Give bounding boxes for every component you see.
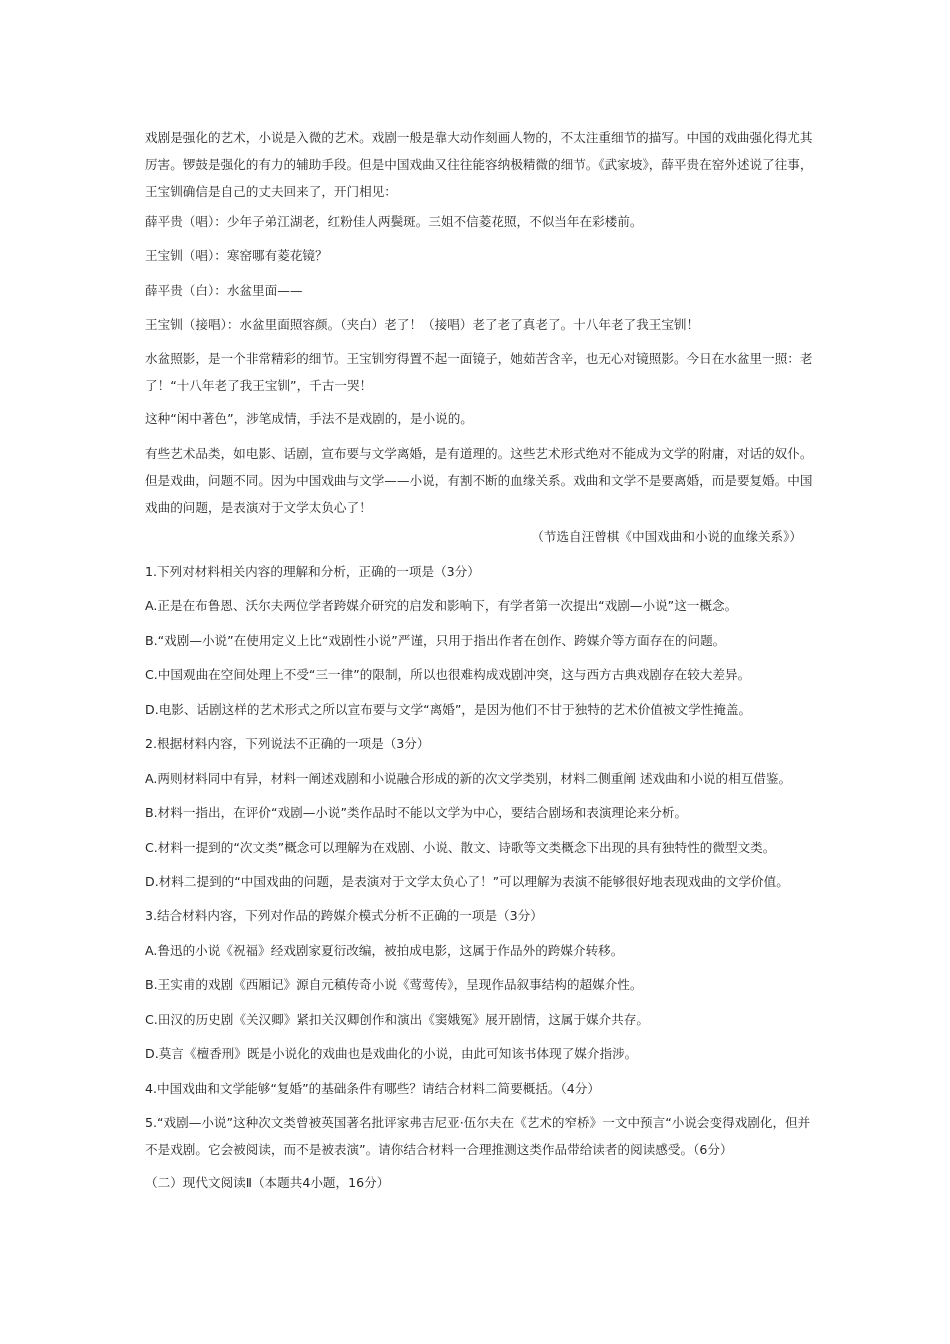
question-3-option-d: D.莫言《檀香刑》既是小说化的戏曲也是戏曲化的小说，由此可知该书体现了媒介指涉。 (145, 1046, 638, 1061)
question-5: 5.“戏剧—小说”这种次文类曾被英国著名批评家弗吉尼亚·伍尔夫在《艺术的窄桥》一文中预言“小说会变得戏剧化，但并不是戏剧。它会被阅读，而不是被表演”。请你结合材料一合理推测这类作品带给读者的阅读感受。（6分） (145, 1115, 811, 1157)
question-1-option-c: C.中国观曲在空间处理上不受“三一律”的限制，所以也很难构成戏剧冲突，这与西方古典戏剧存在较大差异。 (145, 667, 751, 682)
paragraph-remarriage: 有些艺术品类，如电影、话剧，宣布要与文学离婚，是有道理的。这些艺术形式绝对不能成为文学的附庸，对话的奴仆。但是戏曲，问题不同。因为中国戏曲与文学——小说，有割不断的血缘关系。戏曲和文学不是要离婚，而是要复婚。中国戏曲的问题，是表演对于文学太负心了！ (145, 446, 813, 515)
intro-paragraph (145, 124, 815, 205)
intro-text: 戏剧是强化的艺术，小说是入微的艺术。戏剧一般是靠大动作刻画人物的，不太注重细节的描写。中国的戏曲强化得尤其厉害。锣鼓是强化的有力的辅助手段。但是中国戏曲又往往能容纳极精微的细节。《武家坡》，薛平贵在窑外述说了往事， (145, 130, 813, 172)
question-2-option-b: B.材料一指出，在评价“戏剧—小说”类作品时不能以文学为中心，要结合剧场和表演理论来分析。 (145, 805, 688, 820)
question-1-option-a: A.正是在布鲁恩、沃尔夫两位学者跨媒介研究的启发和影响下，有学者第一次提出“戏剧—小说”这一概念。 (145, 598, 738, 613)
paragraph-idle-color: 这种“闲中著色”，涉笔成情，手法不是戏剧的，是小说的。 (145, 411, 473, 426)
question-1-option-d: D.电影、话剧这样的艺术形式之所以宣布要与文学“离婚”，是因为他们不甘于独特的艺术价值被文学性掩盖。 (145, 702, 752, 717)
question-3-option-c: C.田汉的历史剧《关汉卿》紧扣关汉卿创作和演出《窦娥冤》展开剧情，这属于媒介共存。 (145, 1012, 649, 1027)
dialogue-line: 薛平贵（唱）：少年子弟江湖老，红粉佳人两鬓斑。三姐不信菱花照，不似当年在彩楼前。 (145, 214, 643, 229)
question-2-stem: 2.根据材料内容，下列说法不正确的一项是（3分） (145, 736, 430, 751)
dialogue-line: 王宝钏（唱）：寒窑哪有菱花镜？ (145, 248, 328, 263)
question-3-stem: 3.结合材料内容，下列对作品的跨媒介模式分析不正确的一项是（3分） (145, 908, 543, 923)
section-heading: （二）现代文阅读Ⅱ（本题共4小题，16分） (145, 1175, 390, 1190)
question-1-option-b: B.“戏剧—小说”在使用定义上比“戏剧性小说”严谨，只用于指出作者在创作、跨媒介等方面存在的问题。 (145, 633, 726, 648)
question-2-option-c: C.材料一提到的“次文类”概念可以理解为在戏剧、小说、散文、诗歌等文类概念下出现的具有独特性的微型文类。 (145, 840, 776, 855)
question-2-option-d: D.材料二提到的“中国戏曲的问题，是表演对于文学太负心了！”可以理解为表演不能够很好地表现戏曲的文学价值。 (145, 874, 789, 889)
dialogue-line: 薛平贵（白）：水盆里面—— (145, 283, 303, 298)
question-2-option-a: A.两则材料同中有异，材料一阐述戏剧和小说融合形成的新的次文学类别，材料二侧重阐 述戏曲和小说的相互借鉴。 (145, 771, 792, 786)
intro-text-end: 王宝钏确信是自己的丈夫回来了，开门相见： (145, 184, 397, 199)
question-3-option-b: B.王实甫的戏剧《西厢记》源自元稹传奇小说《莺莺传》，呈现作品叙事结构的超媒介性。 (145, 977, 643, 992)
source-citation: （节选自汪曾棋《中国戏曲和小说的血缘关系》） (531, 529, 802, 544)
dialogue-line: 王宝钏（接唱）：水盆里面照容颜。（夹白）老了！（接唱）老了老了真老了。十八年老了我王宝钏！ (145, 317, 700, 332)
paragraph-mirror: 水盆照影，是一个非常精彩的细节。王宝钏穷得置不起一面镜子，她茹苦含辛，也无心对镜照影。今日在水盆里一照：老了！“十八年老了我王宝钏”，千古一哭！ (145, 351, 813, 393)
question-4: 4.中国戏曲和文学能够“复婚”的基础条件有哪些？请结合材料二简要概括。（4分） (145, 1081, 600, 1096)
question-1-stem: 1.下列对材料相关内容的理解和分析，正确的一项是（3分） (145, 564, 480, 579)
question-3-option-a: A.鲁迅的小说《祝福》经戏剧家夏衍改编，被拍成电影，这属于作品外的跨媒介转移。 (145, 943, 624, 958)
